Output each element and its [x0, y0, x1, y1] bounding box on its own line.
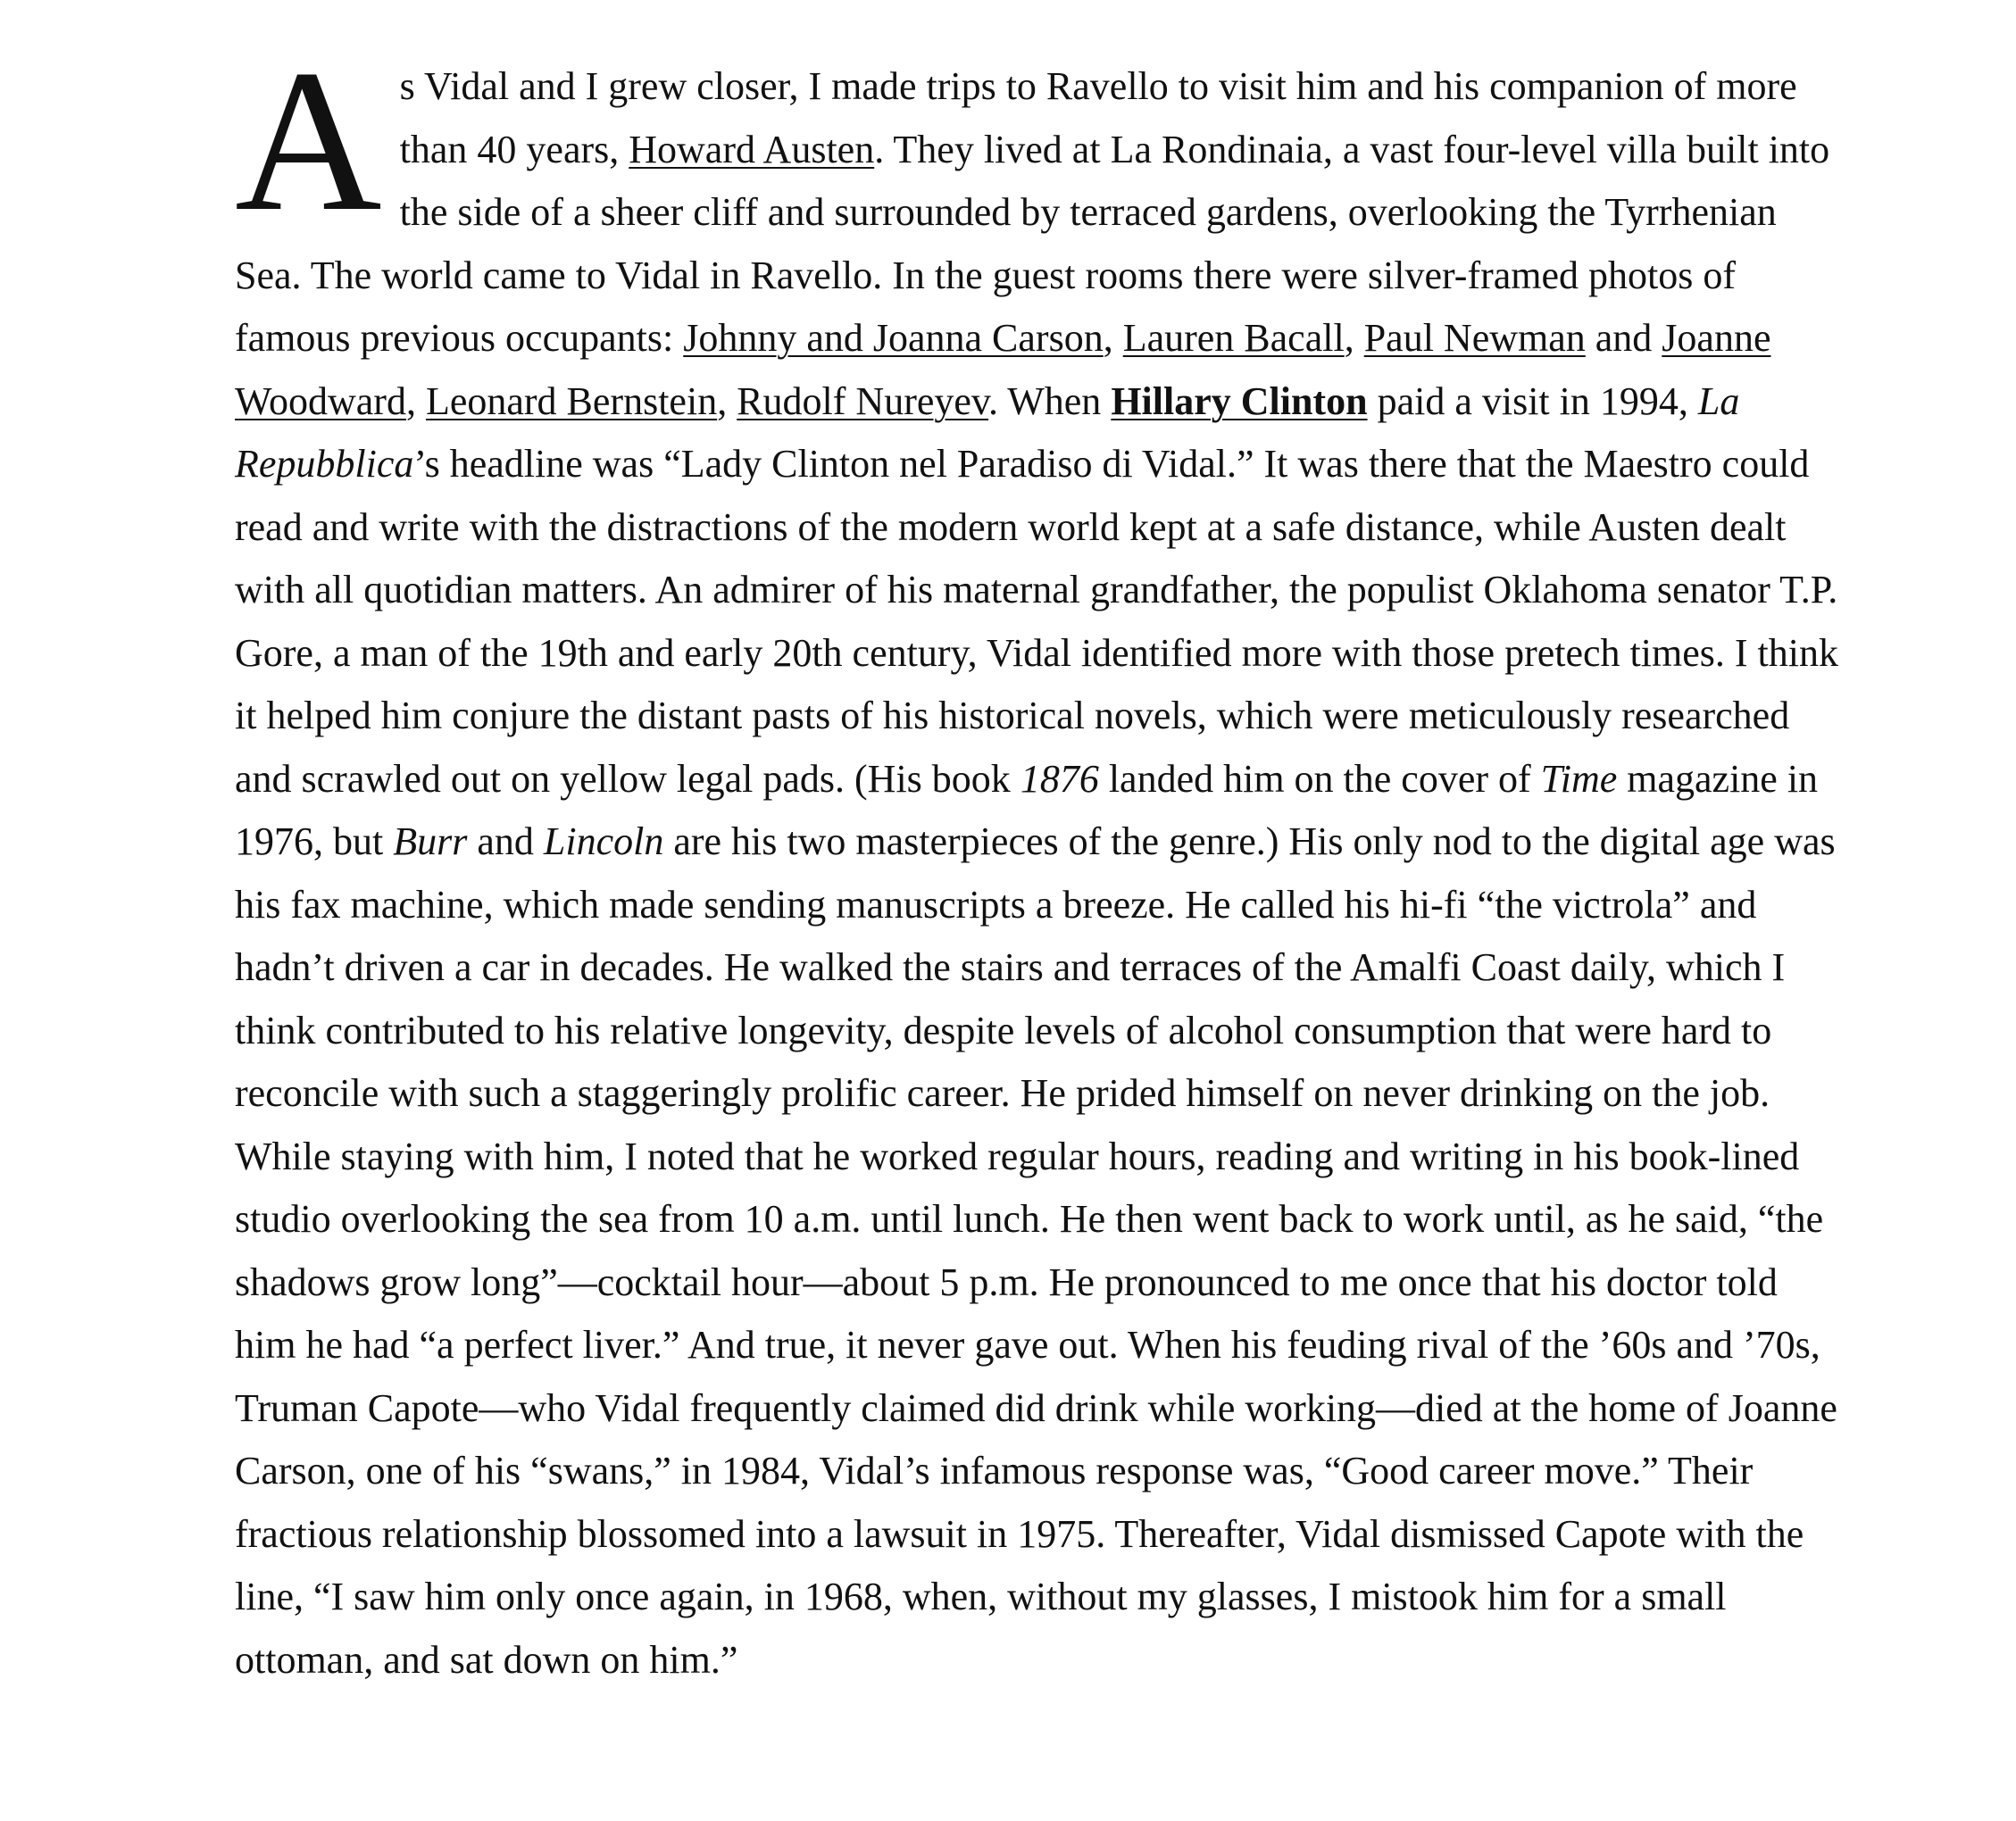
- text-run: landed him on the cover of: [1098, 756, 1541, 801]
- text-run: ,: [1344, 316, 1364, 360]
- text-run: paid a visit in 1994,: [1367, 378, 1698, 423]
- title-burr: Burr: [393, 819, 468, 863]
- link-rudolf-nureyev[interactable]: Rudolf Nureyev: [737, 378, 989, 423]
- text-run: s Vidal and I grew closer, I made trips to Ravello to visit him and his companion of more than 40 years,: [399, 64, 1797, 171]
- title-la-repubblica: La Repubblica: [235, 378, 1740, 486]
- text-run: are his two masterpieces of the genre.) His only nod to the digital age was his fax machine, which made sending manuscripts a breeze. He called his hi-fi “the victrola” and hadn’t driven a car in decades. He walked the stairs and terraces of the Amalfi Coast daily, which I think contributed to his relative longevity, despite levels of alcohol consumption that were hard to reconcile with such a staggeringly prolific career. He prided himself on never drinking on the job. While staying with him, I noted that he worked regular hours, reading and writing in his book-lined studio overlooking the sea from 10 a.m. until lunch. He then went back to work until, as he said, “the shadows grow long”—cocktail hour—about 5 p.m. He pronounced to me once that his doctor told him he had “a perfect liver.” And true, it never gave out. When his feuding rival of the ’60s and ’70s, Truman Capote—who Vidal frequently claimed did drink while working—died at the home of Joanne Carson, one of his “swans,” in 1984, Vidal’s infamous response was, “Good career move.” Their fractious relationship blossomed into a lawsuit in 1975. Thereafter, Vidal dismissed Capote with the line, “I saw him only once again, in 1968, when, without my glasses, I mistook him for a small ottoman, and sat down on him.”: [235, 819, 1837, 1682]
- title-time: Time: [1540, 756, 1618, 801]
- text-run: magazine in 1976, but: [235, 756, 1819, 863]
- article-body: [235, 29, 1842, 1692]
- title-1876: 1876: [1020, 756, 1099, 801]
- link-hillary-clinton[interactable]: Hillary Clinton: [1111, 378, 1368, 423]
- text-run: and: [1585, 316, 1662, 360]
- link-howard-austen[interactable]: Howard Austen: [629, 127, 875, 171]
- article-paragraph: [235, 29, 1842, 1692]
- link-johnny-and-joanna-carson[interactable]: Johnny and Joanna Carson: [683, 316, 1104, 360]
- text-run: . When: [988, 378, 1112, 423]
- drop-cap: A: [235, 29, 382, 254]
- text-run: ,: [1103, 316, 1123, 360]
- text-run: . They lived at La Rondinaia, a vast four-level villa built into the side of a sheer cliff and surrounded by terraced gardens, overlooking the Tyrrhenian Sea. The world came to Vidal in Ravello. In the guest rooms there were silver-framed photos of famous previous occupants:: [235, 127, 1830, 360]
- title-lincoln: Lincoln: [543, 819, 664, 863]
- text-run: ’s headline was “Lady Clinton nel Paradiso di Vidal.” It was there that the Maestro could read and write with the distractions of the modern world kept at a safe distance, while Austen dealt with all quotidian matters. An admirer of his maternal grandfather, the populist Oklahoma senator T.P. Gore, a man of the 19th and early 20th century, Vidal identified more with those pretech times. I think it helped him conjure the distant pasts of his historical novels, which were meticulously researched and scrawled out on yellow legal pads. (His book: [235, 442, 1838, 801]
- text-run: and: [467, 819, 544, 863]
- text-run: ,: [717, 378, 737, 423]
- text-run: ,: [405, 378, 426, 423]
- link-lauren-bacall[interactable]: Lauren Bacall: [1122, 316, 1345, 360]
- link-paul-newman[interactable]: Paul Newman: [1363, 316, 1586, 360]
- link-joanne-woodward[interactable]: Joanne Woodward: [235, 316, 1771, 423]
- link-leonard-bernstein[interactable]: Leonard Bernstein: [425, 378, 718, 423]
